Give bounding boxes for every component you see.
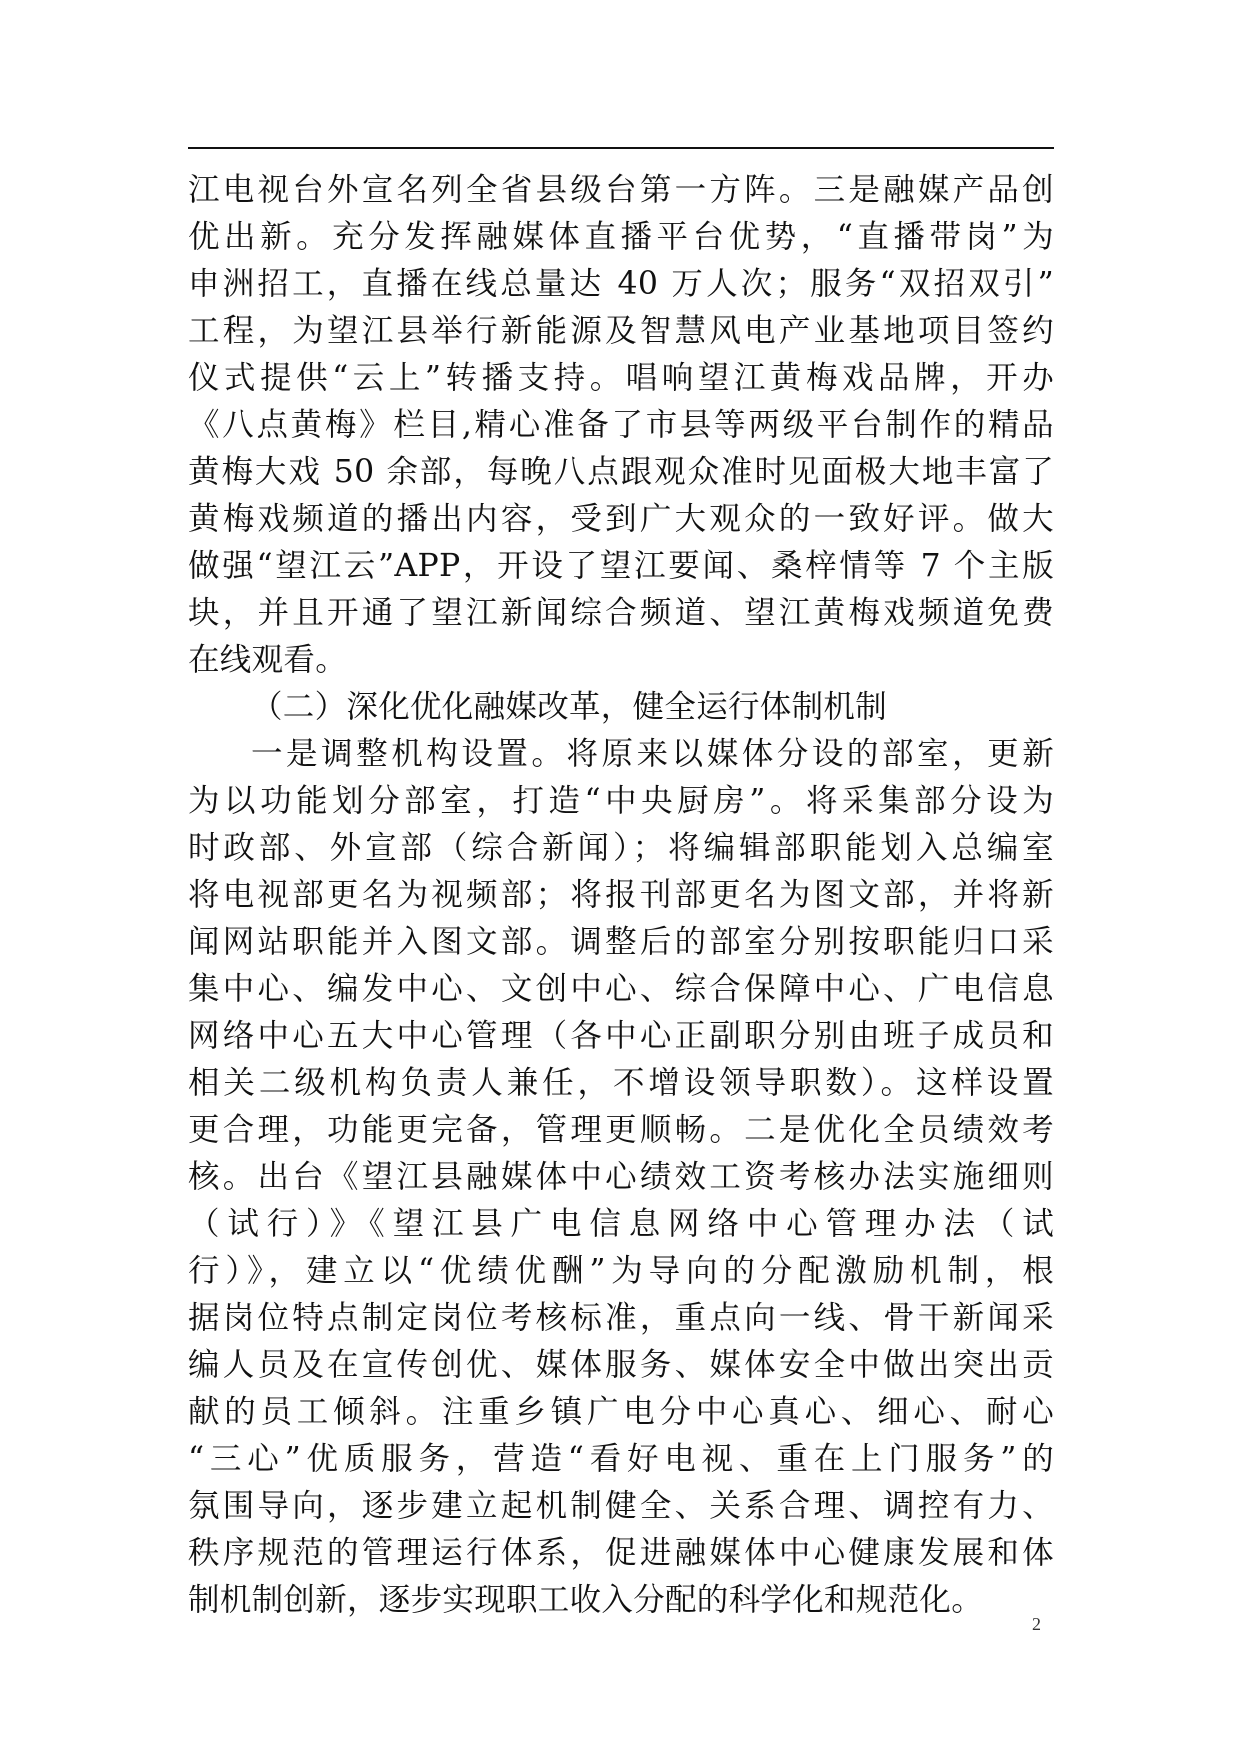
paragraph-line: 一是调整机构设置。将原来以媒体分设的部室，更新 [251,736,1054,772]
paragraph-line: （试行）》《望江县广电信息网络中心管理办法（试 [188,1206,1054,1242]
paragraph-line: 秩序规范的管理运行体系，促进融媒体中心健康发展和体 [188,1535,1054,1571]
paragraph-line: 在线观看。 [188,642,348,678]
paragraph-line: 优出新。充分发挥融媒体直播平台优势，“直播带岗”为 [188,219,1054,255]
document-body [188,167,1054,1624]
paragraph-line: 仪式提供“云上”转播支持。唱响望江黄梅戏品牌，开办 [188,360,1054,396]
paragraph-line: 江电视台外宣名列全省县级台第一方阵。三是融媒产品创 [188,172,1054,208]
paragraph-line: 核。出台《望江县融媒体中心绩效工资考核办法实施细则 [188,1159,1054,1195]
paragraph-line: 制机制创新，逐步实现职工收入分配的科学化和规范化。 [188,1582,984,1618]
paragraph-line: 做强“望江云”APP，开设了望江要闻、桑梓情等 7 个主版 [188,548,1054,584]
paragraph-line: 黄梅大戏 50 余部，每晚八点跟观众准时见面极大地丰富了 [188,454,1054,490]
paragraph-line: 块，并且开通了望江新闻综合频道、望江黄梅戏频道免费 [188,595,1054,631]
paragraph-line: 网络中心五大中心管理（各中心正副职分别由班子成员和 [188,1018,1054,1054]
paragraph-line: 黄梅戏频道的播出内容，受到广大观众的一致好评。做大 [188,501,1054,537]
section-heading: （二）深化优化融媒改革，健全运行体制机制 [251,689,888,725]
paragraph-line: 相关二级机构负责人兼任，不增设领导职数）。这样设置 [188,1065,1054,1101]
paragraph-line: 集中心、编发中心、文创中心、综合保障中心、广电信息 [188,971,1054,1007]
header-rule [188,147,1054,149]
paragraph-line: 氛围导向，逐步建立起机制健全、关系合理、调控有力、 [188,1488,1054,1524]
paragraph-line: 编人员及在宣传创优、媒体服务、媒体安全中做出突出贡 [188,1347,1054,1383]
paragraph-line: 行）》，建立以“优绩优酬”为导向的分配激励机制，根 [188,1253,1054,1289]
paragraph-line: 为以功能划分部室，打造“中央厨房”。将采集部分设为 [188,783,1054,819]
paragraph-line: 时政部、外宣部（综合新闻）；将编辑部职能划入总编室 [188,830,1054,866]
paragraph-line: “三心”优质服务，营造“看好电视、重在上门服务”的 [188,1441,1054,1477]
page-number: 2 [1032,1614,1041,1634]
paragraph-line: 闻网站职能并入图文部。调整后的部室分别按职能归口采 [188,924,1054,960]
paragraph-line: 《八点黄梅》栏目,精心准备了市县等两级平台制作的精品 [188,407,1054,443]
paragraph-line: 将电视部更名为视频部；将报刊部更名为图文部，并将新 [188,877,1054,913]
paragraph-line: 更合理，功能更完备，管理更顺畅。二是优化全员绩效考 [188,1112,1054,1148]
paragraph-line: 献的员工倾斜。注重乡镇广电分中心真心、细心、耐心 [188,1394,1054,1430]
paragraph-line: 工程，为望江县举行新能源及智慧风电产业基地项目签约 [188,313,1054,349]
paragraph-line: 据岗位特点制定岗位考核标准，重点向一线、骨干新闻采 [188,1300,1054,1336]
paragraph-line: 申洲招工，直播在线总量达 40 万人次；服务“双招双引” [188,266,1054,302]
